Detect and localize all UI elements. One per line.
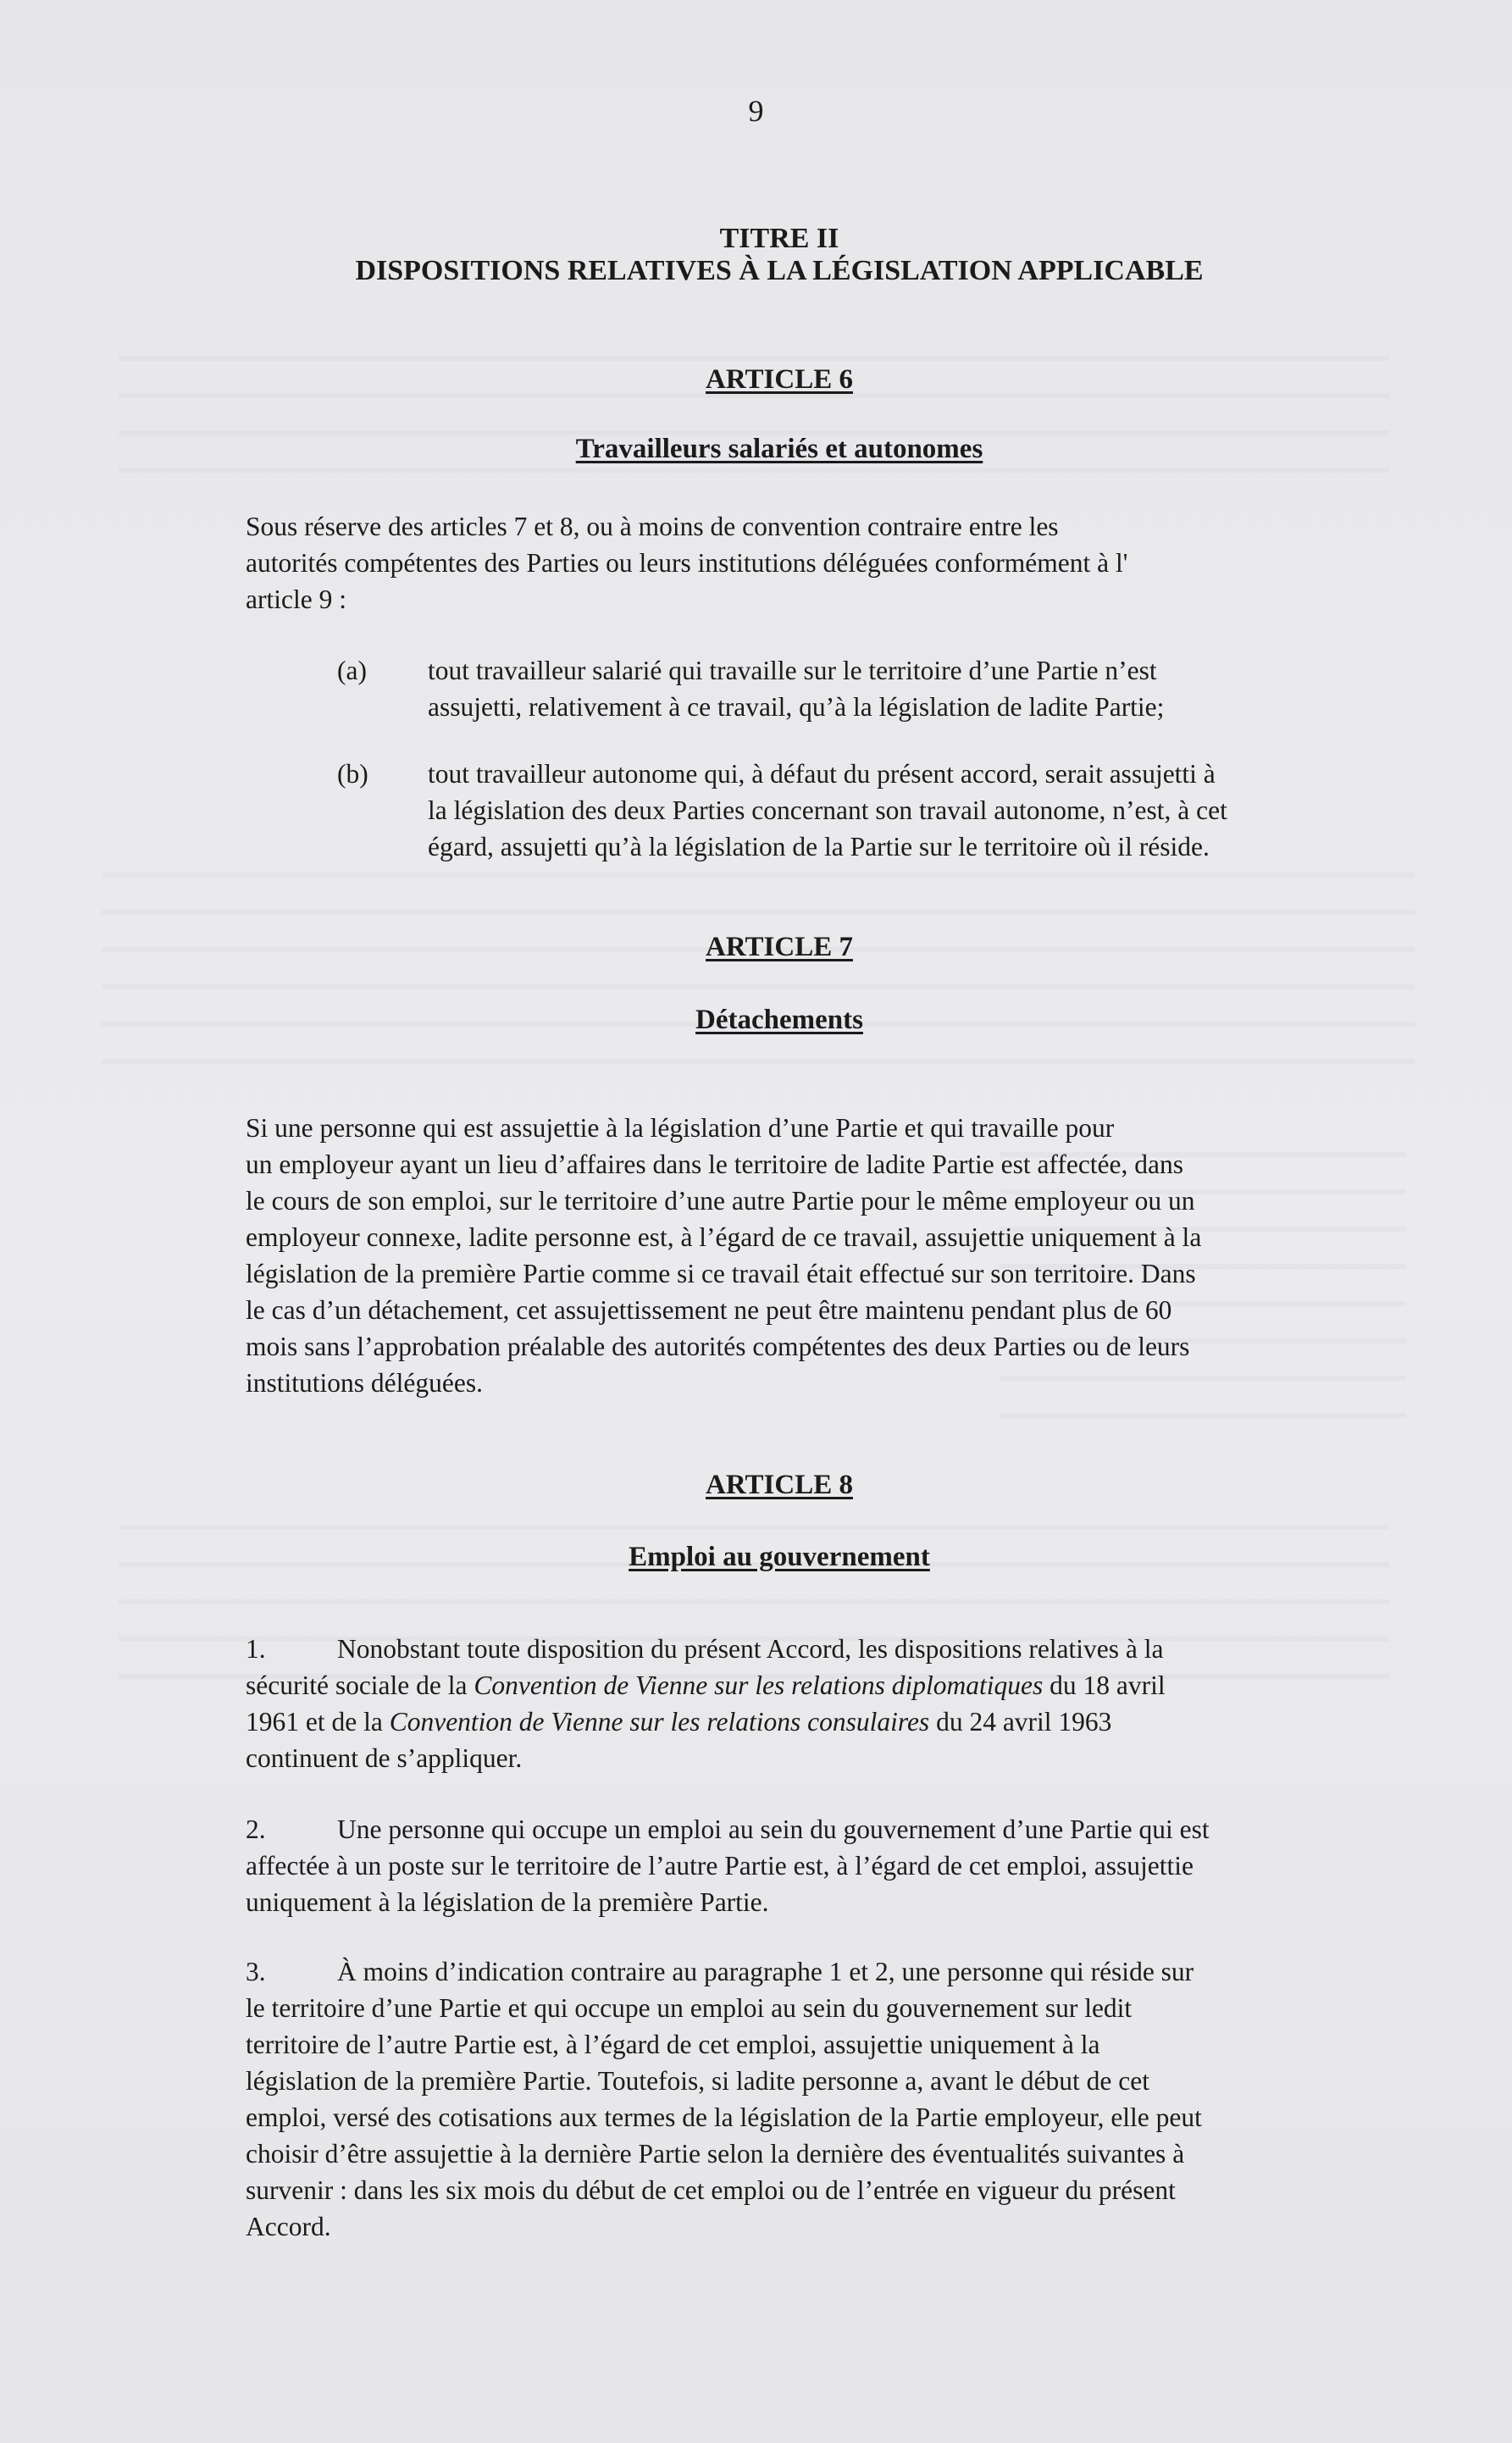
article-8-p2-line-3: uniquement à la législation de la première Partie.	[246, 1887, 769, 1917]
article-8-p3-line-8: Accord.	[246, 2212, 331, 2241]
article-8-p3-line-3: territoire de l’autre Partie est, à l’égard de cet emploi, assujettie uniquement à la	[246, 2030, 1100, 2059]
item-a-line-1: tout travailleur salarié qui travaille sur le territoire d’une Partie n’est	[428, 656, 1157, 685]
article-7-line-7: mois sans l’approbation préalable des autorités compétentes des deux Parties ou de leurs	[246, 1332, 1190, 1361]
article-7-line-3: le cours de son emploi, sur le territoire d’une autre Partie pour le même employeur ou un	[246, 1186, 1195, 1216]
article-6-intro-line-3: article 9 :	[246, 584, 346, 614]
article-6-intro-line-2: autorités compétentes des Parties ou leurs institutions déléguées conformément à l'	[246, 548, 1128, 578]
article-6-item-b	[337, 756, 1354, 866]
article-8-p3-line-2: le territoire d’une Partie et qui occupe un emploi au sein du gouvernement sur ledit	[246, 1993, 1133, 2023]
titre-line-2: DISPOSITIONS RELATIVES À LA LÉGISLATION APPLICABLE	[355, 255, 1204, 286]
article-7-line-5: législation de la première Partie comme si ce travail était effectué sur son territoire. Dans	[246, 1259, 1196, 1288]
item-b-line-2: la législation des deux Parties concernant son travail autonome, n’est, à cet	[428, 795, 1227, 825]
article-8-p1-line-4: continuent de s’appliquer.	[246, 1743, 523, 1773]
article-8-p2-line-2: affectée à un poste sur le territoire de l’autre Partie est, à l’égard de cet emploi, assujettie	[246, 1851, 1194, 1881]
convention-title: Convention de Vienne sur les relations consulaires	[389, 1707, 930, 1737]
paragraph-number: 3.	[246, 1957, 266, 1986]
paragraph-number: 1.	[246, 1634, 266, 1664]
item-b-line-3: égard, assujetti qu’à la législation de la Partie sur le territoire où il réside.	[428, 832, 1210, 861]
item-b-line-1: tout travailleur autonome qui, à défaut du présent accord, serait assujetti à	[428, 759, 1216, 789]
article-8-p3-line-1: 3. À moins d’indication contraire au paragraphe 1 et 2, une personne qui réside sur	[246, 1953, 1347, 1990]
article-8-p1-line-3: 1961 et de la Convention de Vienne sur les relations consulaires du 24 avril 1963	[246, 1707, 1112, 1737]
article-8-heading: ARTICLE 8	[706, 1470, 853, 1500]
article-8-p1-line-1: 1. Nonobstant toute disposition du présent Accord, les dispositions relatives à la	[246, 1631, 1347, 1667]
item-label: (b)	[337, 759, 368, 789]
article-8-p2-line-1: 2. Une personne qui occupe un emploi au sein du gouvernement d’une Partie qui est	[246, 1811, 1347, 1847]
article-7-heading: ARTICLE 7	[706, 932, 853, 962]
article-7-line-4: employeur connexe, ladite personne est, à l’égard de ce travail, assujettie uniquement à la	[246, 1222, 1202, 1252]
article-7-subheading: Détachements	[695, 1005, 863, 1035]
article-7-line-2: un employeur ayant un lieu d’affaires dans le territoire de ladite Partie est affectée, dans	[246, 1149, 1184, 1179]
article-8-p1-line-2: sécurité sociale de la Convention de Vienne sur les relations diplomatiques du 18 avril	[246, 1670, 1166, 1700]
article-6-subheading: Travailleurs salariés et autonomes	[575, 434, 983, 464]
article-6-heading: ARTICLE 6	[706, 364, 853, 395]
titre-line-1: TITRE II	[719, 223, 839, 254]
paragraph-number: 2.	[246, 1814, 266, 1844]
article-8-p3-line-6: choisir d’être assujettie à la dernière Partie selon la dernière des éventualités suivantes à	[246, 2139, 1185, 2169]
article-6-intro-line-1: Sous réserve des articles 7 et 8, ou à moins de convention contraire entre les	[246, 512, 1059, 541]
bleed-through-shadow	[102, 872, 1415, 1093]
article-8-p3-line-4: législation de la première Partie. Toutefois, si ladite personne a, avant le début de cet	[246, 2066, 1149, 2096]
article-7-line-8: institutions déléguées.	[246, 1368, 483, 1398]
article-6-item-a	[337, 652, 1354, 725]
item-a-line-2: assujetti, relativement à ce travail, qu’à la législation de ladite Partie;	[428, 692, 1165, 722]
page-number: 9	[748, 94, 764, 128]
article-8-p3-line-5: emploi, versé des cotisations aux termes de la législation de la Partie employeur, elle peut	[246, 2102, 1202, 2132]
article-7-line-6: le cas d’un détachement, cet assujettissement ne peut être maintenu pendant plus de 60	[246, 1295, 1172, 1325]
convention-title: Convention de Vienne sur les relations diplomatiques	[474, 1670, 1044, 1700]
item-label: (a)	[337, 656, 367, 685]
article-8-subheading: Emploi au gouvernement	[629, 1542, 930, 1572]
article-7-line-1: Si une personne qui est assujettie à la législation d’une Partie et qui travaille pour	[246, 1113, 1115, 1143]
article-8-p3-line-7: survenir : dans les six mois du début de cet emploi ou de l’entrée en vigueur du présent	[246, 2175, 1176, 2205]
